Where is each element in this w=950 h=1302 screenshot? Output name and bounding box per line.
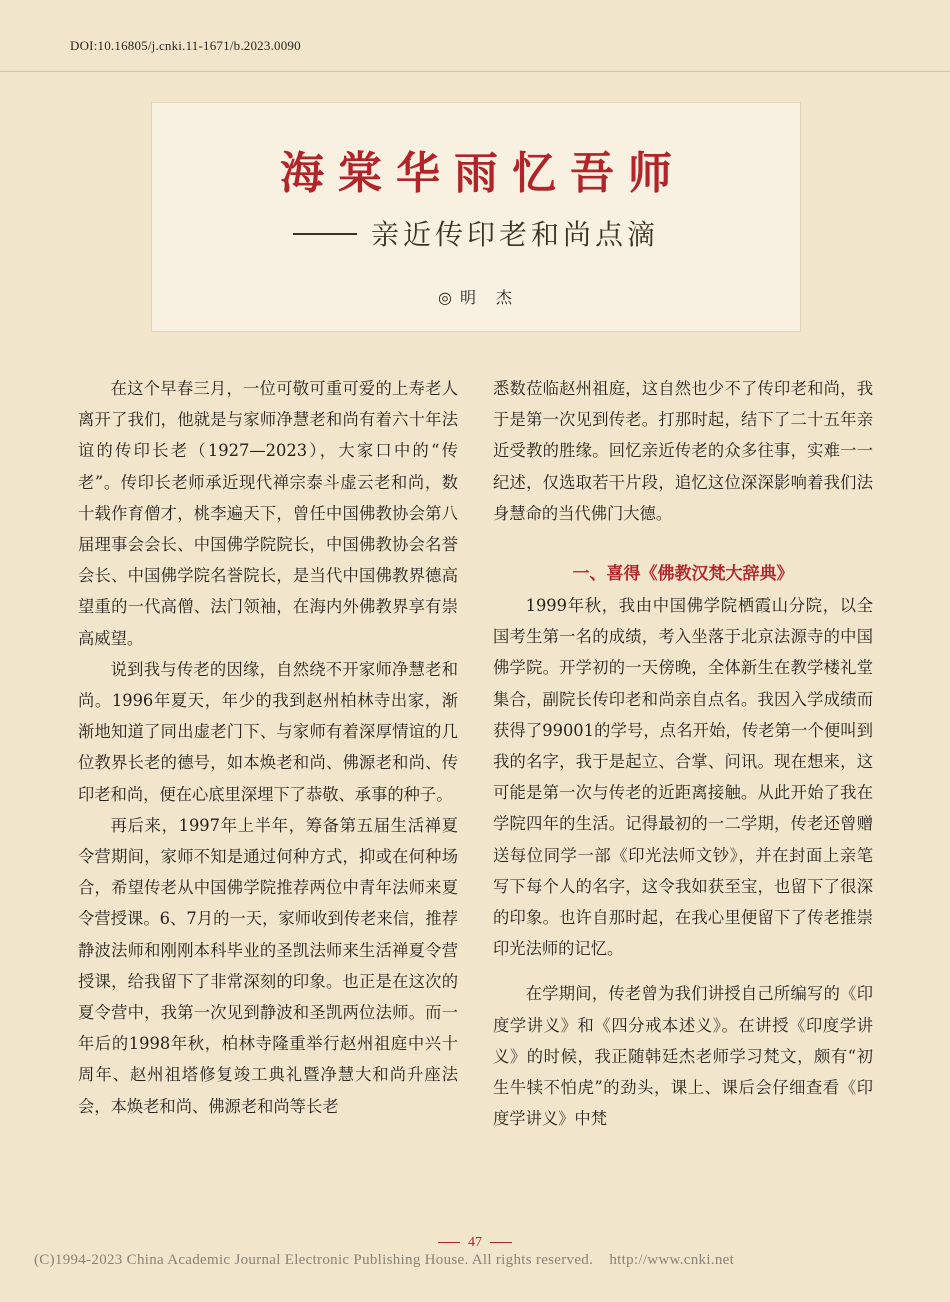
copyright-footer xyxy=(34,1252,734,1269)
article-title: 海棠华雨忆吾师 xyxy=(280,148,686,199)
author-line xyxy=(152,285,800,308)
body-paragraph: 在这个早春三月，一位可敬可重可爱的上寿老人离开了我们，他就是与家师净慧老和尚有着六十年法谊的传印长老（1927—2023），大家口中的“传老”。传印长老师承近现代禅宗泰斗虚云老和尚，数十载作育僧才，桃李遍天下，曾任中国佛教协会第八届理事会会长、中国佛学院院长，中国佛教协会名誉会长、中国佛学院名誉院长，是当代中国佛教界德高望重的一代高僧、法门领袖，在海内外佛教界享有崇高威望。 xyxy=(78,379,458,648)
author-symbol: ◎ xyxy=(438,288,454,307)
cnki-link[interactable]: http://www.cnki.net xyxy=(609,1252,735,1268)
page-number-rule-left xyxy=(438,1242,460,1243)
body-paragraph: 1999年秋，我由中国佛学院栖霞山分院，以全国考生第一名的成绩，考入坐落于北京法源寺的中国佛学院。开学初的一天傍晚，全体新生在教学楼礼堂集合，副院长传印老和尚亲自点名。我因入学成绩而获得了99001的学号，点名开始，传老第一个便叫到我的名字，我于是起立、合掌、问讯。现在想来，这可能是第一次与传老的近距离接触。从此开始了我在学院四年的生活。记得最初的一二学期，传老还曾赠送每位同学一部《印光法师文钞》，并在封面上亲笔写下每个人的名字，这令我如获至宝，也留下了很深的印象。也许自那时起，在我心里便留下了传老推崇印光法师的记忆。 xyxy=(493,596,873,959)
left-column xyxy=(78,373,458,1122)
page-number xyxy=(0,1235,950,1251)
copyright-text: (C)1994-2023 China Academic Journal Electronic Publishing House. All rights reserved. xyxy=(34,1252,594,1268)
right-column xyxy=(493,373,873,1134)
section-heading: 一、喜得《佛教汉梵大辞典》 xyxy=(572,564,794,585)
body-paragraph-continued: 悉数莅临赵州祖庭，这自然也少不了传印老和尚，我于是第一次见到传老。打那时起，结下了二十五年亲近受教的胜缘。回忆亲近传老的众多往事，实难一一纪述，仅选取若干片段，追忆这位深深影响着我们法身慧命的当代佛门大德。 xyxy=(493,379,873,523)
doi-label: DOI:10.16805/j.cnki.11-1671/b.2023.0090 xyxy=(70,38,301,53)
body-paragraph: 在学期间，传老曾为我们讲授自己所编写的《印度学讲义》和《四分戒本述义》。在讲授《印度学讲义》的时候，我正随韩廷杰老师学习梵文，颇有“初生牛犊不怕虎”的劲头，课上、课后会仔细查看《印度学讲义》中梵 xyxy=(493,984,873,1129)
body-paragraph: 说到我与传老的因缘，自然绕不开家师净慧老和尚。1996年夏天，年少的我到赵州柏林寺出家，渐渐地知道了同出虚老门下、与家师有着深厚情谊的几位教界长老的德号，如本焕老和尚、佛源老和尚、传印老和尚，便在心底里深埋下了恭敬、承事的种子。 xyxy=(78,659,458,804)
article-subtitle: 亲近传印老和尚点滴 xyxy=(370,218,659,251)
page-number-rule-right xyxy=(490,1242,512,1243)
body-paragraph: 再后来，1997年上半年，筹备第五届生活禅夏令营期间，家师不知是通过何种方式，抑或在何种场合，希望传老从中国佛学院推荐两位中青年法师来夏令营授课。6、7月的一天，家师收到传老来信，推荐静波法师和刚刚本科毕业的圣凯法师来生活禅夏令营授课，给我留下了非常深刻的印象。也正是在这次的夏令营中，我第一次见到静波和圣凯两位法师。而一年后的1998年秋，柏林寺隆重举行赵州祖庭中兴十周年、赵州祖塔修复竣工典礼暨净慧大和尚升座法会，本焕老和尚、佛源老和尚等长老 xyxy=(78,815,458,1116)
article-subtitle-line xyxy=(152,213,800,253)
header-rule xyxy=(0,71,950,72)
author-name: 明 杰 xyxy=(459,288,514,307)
subtitle-dash xyxy=(293,233,357,235)
page-number-value: 47 xyxy=(468,1235,482,1250)
title-panel xyxy=(151,102,801,332)
